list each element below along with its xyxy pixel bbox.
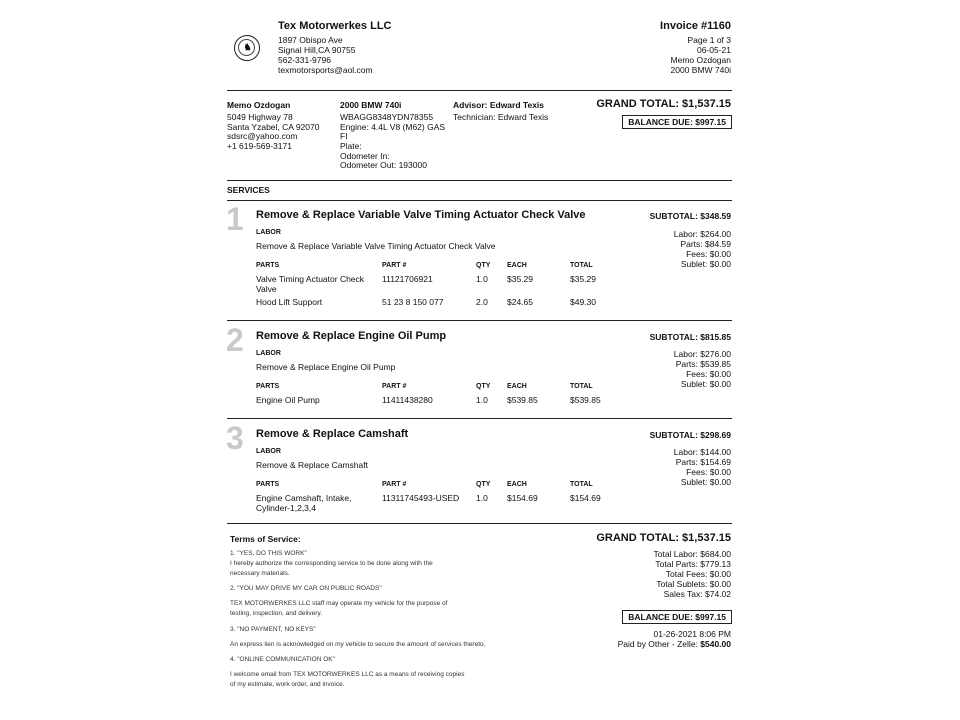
- technician-name: Technician: Edward Texis: [453, 112, 549, 122]
- part-number: 51 23 8 150 077: [382, 297, 444, 307]
- each-header: EACH: [507, 481, 527, 488]
- total-fees: Total Fees: $0.00: [665, 569, 731, 579]
- parts-amount: Parts: $154.69: [675, 457, 731, 467]
- total-parts: Total Parts: $779.13: [655, 559, 731, 569]
- shop-address1: 1897 Obispo Ave: [278, 35, 343, 45]
- labor-description: Remove & Replace Engine Oil Pump: [256, 362, 396, 372]
- terms-item-1-text-cont: necessary materials.: [230, 570, 290, 577]
- total-sublets: Total Sublets: $0.00: [656, 579, 731, 589]
- part-qty: 1.0: [476, 274, 488, 284]
- advisor-name: Advisor: Edward Texis: [453, 100, 545, 110]
- shop-email: texmotorsports@aol.com: [278, 65, 373, 75]
- logo-seal-icon: ♞: [238, 39, 255, 56]
- vehicle-odometer-in: Odometer In:: [340, 151, 390, 161]
- total-header: TOTAL: [570, 262, 593, 269]
- balance-due-top: BALANCE DUE: $997.15: [622, 115, 732, 129]
- terms-item-2: 2. "YOU MAY DRIVE MY CAR ON PUBLIC ROADS": [230, 585, 382, 592]
- part-number-header: PART #: [382, 383, 407, 390]
- invoice-date: 06-05-21: [696, 45, 731, 55]
- payment-date: 01-26-2021 8:06 PM: [653, 629, 731, 639]
- vehicle-engine-cont: FI: [340, 131, 348, 141]
- invoice-title: Invoice #1160: [660, 20, 731, 32]
- labor-description: Remove & Replace Variable Valve Timing Actuator Check Valve: [256, 241, 496, 251]
- labor-label: LABOR: [256, 229, 281, 236]
- total-header: TOTAL: [570, 383, 593, 390]
- terms-item-1-text: I hereby authorize the corresponding service to be done along with the: [230, 560, 433, 567]
- invoice-customer: Memo Ozdogan: [670, 55, 731, 65]
- parts-amount: Parts: $84.59: [680, 239, 731, 249]
- qty-header: QTY: [476, 383, 491, 390]
- customer-address1: 5049 Highway 78: [227, 112, 293, 122]
- terms-item-4-text: I welcome email from TEX MOTORWERKES LLC as a means of receiving copies: [230, 671, 465, 678]
- sales-tax: Sales Tax: $74.02: [663, 589, 731, 599]
- parts-header: PARTS: [256, 383, 280, 390]
- labor-label: LABOR: [256, 350, 281, 357]
- customer-divider: [227, 180, 732, 181]
- part-number: 11411438280: [382, 395, 433, 405]
- part-qty: 1.0: [476, 395, 488, 405]
- fees-amount: Fees: $0.00: [686, 467, 731, 477]
- grand-total-bottom: GRAND TOTAL: $1,537.15: [596, 532, 731, 544]
- payment-amount: $540.00: [700, 639, 731, 649]
- terms-item-3-text: An express lien is acknowledged on my vehicle to secure the amount of services thereto.: [230, 641, 486, 648]
- vehicle-title: 2000 BMW 740i: [340, 100, 402, 110]
- services-heading: SERVICES: [227, 185, 270, 195]
- each-header: EACH: [507, 383, 527, 390]
- service-number: 2: [226, 322, 244, 358]
- part-number-header: PART #: [382, 262, 407, 269]
- service-title: Remove & Replace Camshaft: [256, 428, 409, 440]
- sublet-amount: Sublet: $0.00: [680, 477, 731, 487]
- part-number: 11121706921: [382, 274, 433, 284]
- service-number: 3: [226, 420, 244, 456]
- vehicle-plate: Plate:: [340, 141, 362, 151]
- payment-method: Paid by Other - Zelle:: [617, 639, 701, 649]
- service-subtotal: SUBTOTAL: $298.69: [649, 430, 731, 440]
- sublet-amount: Sublet: $0.00: [680, 259, 731, 269]
- part-name: Engine Camshaft, Intake,: [256, 493, 352, 503]
- shop-name: Tex Motorwerkes LLC: [278, 20, 392, 32]
- part-qty: 2.0: [476, 297, 488, 307]
- part-name-cont: Cylinder-1,2,3,4: [256, 503, 317, 513]
- customer-name: Memo Ozdogan: [227, 100, 291, 110]
- part-each: $539.85: [507, 395, 538, 405]
- labor-label: LABOR: [256, 448, 281, 455]
- header-divider: [227, 90, 732, 91]
- terms-item-4: 4. "ONLINE COMMUNICATION OK": [230, 656, 335, 663]
- service-divider: [227, 418, 732, 419]
- balance-due-bottom: BALANCE DUE: $997.15: [622, 610, 732, 624]
- part-number: 11311745493-USED: [382, 493, 460, 503]
- terms-item-2-text: TEX MOTORWERKES LLC staff may operate my vehicle for the purpose of: [230, 600, 448, 607]
- vehicle-odometer-out: Odometer Out: 193000: [340, 160, 427, 170]
- payment-line: [618, 639, 731, 649]
- part-name: Valve Timing Actuator Check: [256, 274, 365, 284]
- part-each: $35.29: [507, 274, 533, 284]
- labor-description: Remove & Replace Camshaft: [256, 460, 368, 470]
- shop-address2: Signal Hill,CA 90755: [278, 45, 356, 55]
- part-qty: 1.0: [476, 493, 488, 503]
- part-number-header: PART #: [382, 481, 407, 488]
- shop-logo: [234, 35, 260, 61]
- parts-header: PARTS: [256, 262, 280, 269]
- labor-amount: Labor: $144.00: [673, 447, 731, 457]
- customer-phone: +1 619-569-3171: [227, 141, 292, 151]
- terms-item-1: 1. "YES, DO THIS WORK": [230, 550, 307, 557]
- shop-phone: 562-331-9796: [278, 55, 331, 65]
- vehicle-vin: WBAGG8348YDN78355: [340, 112, 434, 122]
- part-name: Hood Lift Support: [256, 297, 323, 307]
- service-number: 1: [226, 201, 244, 237]
- customer-email: sdsrc@yahoo.com: [227, 131, 298, 141]
- vehicle-engine: Engine: 4.4L V8 (M62) GAS: [340, 122, 446, 132]
- terms-divider: [227, 523, 732, 524]
- service-title: Remove & Replace Variable Valve Timing Actuator Check Valve: [256, 209, 586, 221]
- customer-address2: Santa Yzabel, CA 92070: [227, 122, 320, 132]
- total-header: TOTAL: [570, 481, 593, 488]
- terms-heading: Terms of Service:: [230, 534, 301, 544]
- fees-amount: Fees: $0.00: [686, 369, 731, 379]
- total-labor: Total Labor: $684.00: [653, 549, 731, 559]
- sublet-amount: Sublet: $0.00: [680, 379, 731, 389]
- qty-header: QTY: [476, 262, 491, 269]
- parts-amount: Parts: $539.85: [675, 359, 731, 369]
- part-total: $35.29: [570, 274, 596, 284]
- part-each: $154.69: [507, 493, 538, 503]
- part-each: $24.65: [507, 297, 533, 307]
- terms-item-3: 3. "NO PAYMENT, NO KEYS": [230, 626, 316, 633]
- part-name-cont: Valve: [256, 284, 277, 294]
- qty-header: QTY: [476, 481, 491, 488]
- services-divider: [227, 200, 732, 201]
- fees-amount: Fees: $0.00: [686, 249, 731, 259]
- part-total: $154.69: [570, 493, 601, 503]
- parts-header: PARTS: [256, 481, 280, 488]
- service-divider: [227, 320, 732, 321]
- part-name: Engine Oil Pump: [256, 395, 320, 405]
- each-header: EACH: [507, 262, 527, 269]
- labor-amount: Labor: $276.00: [673, 349, 731, 359]
- terms-item-4-text-cont: of my estimate, work order, and invoice.: [230, 681, 345, 688]
- service-title: Remove & Replace Engine Oil Pump: [256, 330, 447, 342]
- service-subtotal: SUBTOTAL: $815.85: [649, 332, 731, 342]
- invoice-page-number: Page 1 of 3: [687, 35, 731, 45]
- invoice-vehicle: 2000 BMW 740i: [670, 65, 731, 75]
- grand-total-top: GRAND TOTAL: $1,537.15: [596, 98, 731, 110]
- labor-amount: Labor: $264.00: [673, 229, 731, 239]
- part-total: $539.85: [570, 395, 601, 405]
- part-total: $49.30: [570, 297, 596, 307]
- service-subtotal: SUBTOTAL: $348.59: [649, 211, 731, 221]
- terms-item-2-text-cont: testing, inspection, and delivery.: [230, 610, 323, 617]
